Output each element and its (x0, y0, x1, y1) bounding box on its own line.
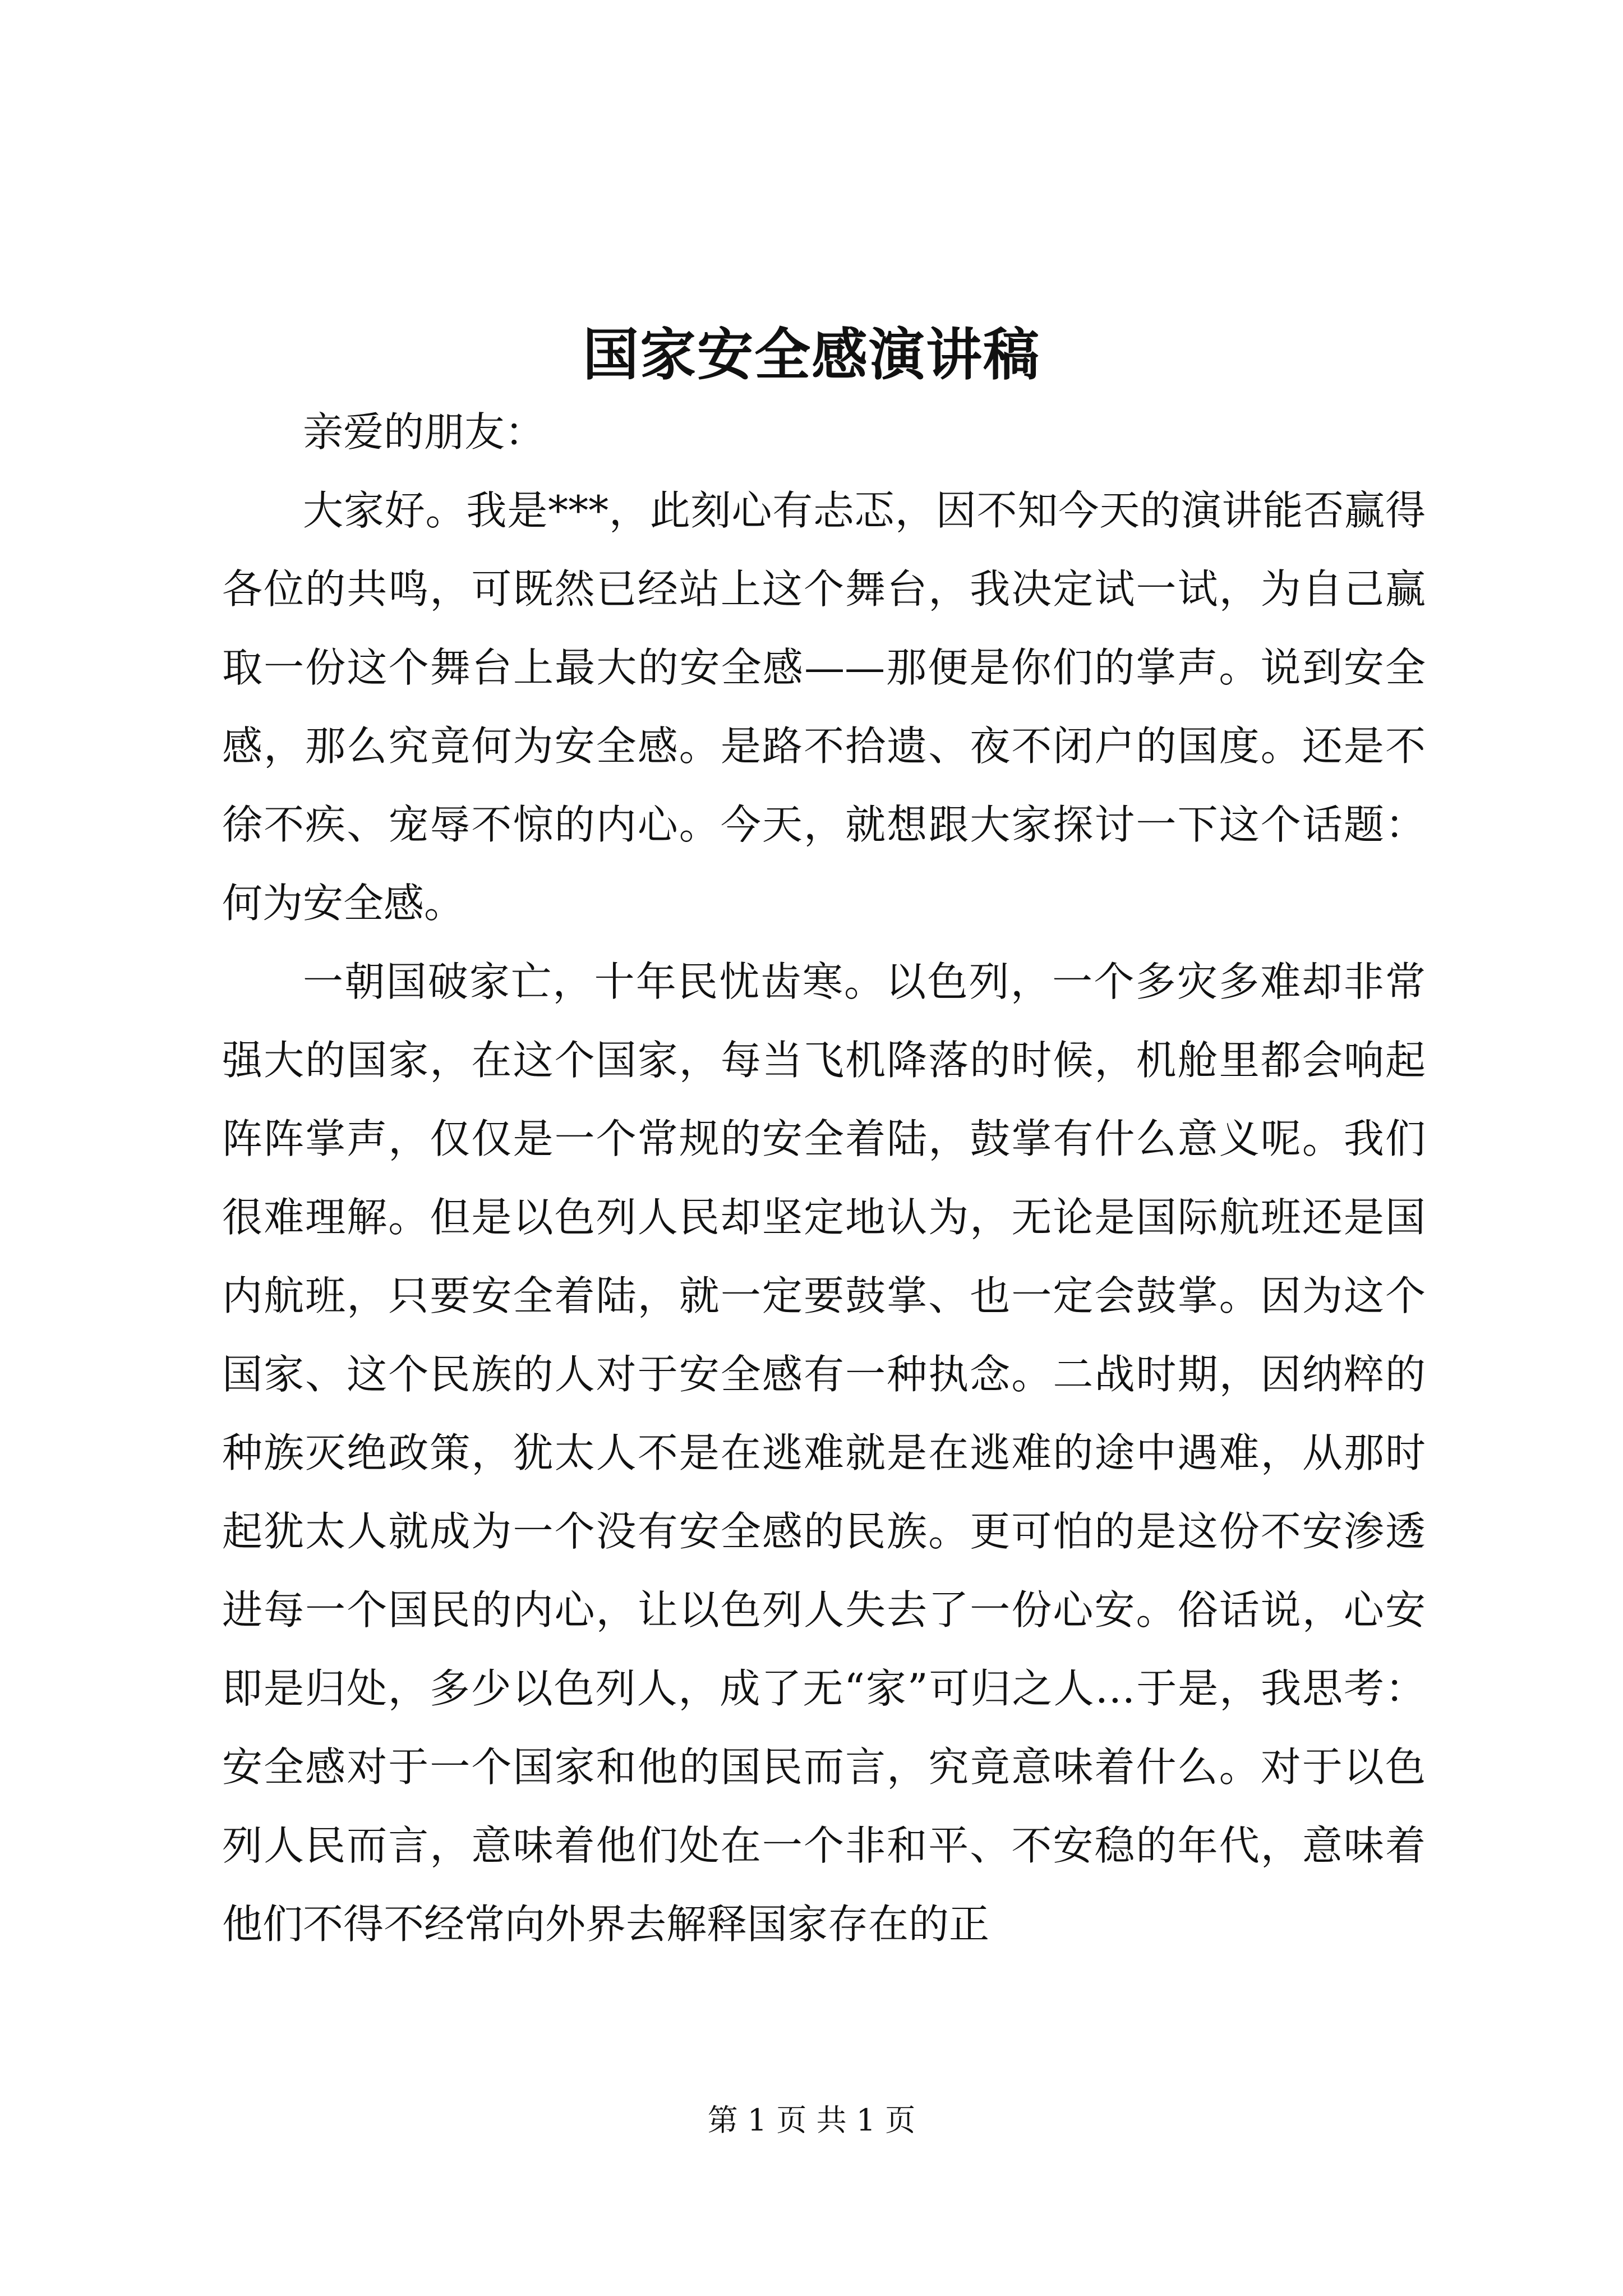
document-body (222, 393, 1426, 1963)
page-footer: 第 1 页 共 1 页 (707, 2102, 916, 2138)
salutation-paragraph: 亲爱的朋友： (303, 408, 546, 455)
body-paragraph: 一朝国破家亡，十年民忧齿寒。以色列，一个多灾多难却非常强大的国家，在这个国家，每当飞机降落的时候，机舱里都会响起阵阵掌声，仅仅是一个常规的安全着陆，鼓掌有什么意义呢。我们很难理解。但是以色列人民却坚定地认为，无论是国际航班还是国内航班，只要安全着陆，就一定要鼓掌、也一定会鼓掌。因为这个国家、这个民族的人对于安全感有一种执念。二战时期，因纳粹的种族灭绝政策，犹太人不是在逃难就是在逃难的途中遇难，从那时起犹太人就成为一个没有安全感的民族。更可怕的是这份不安渗透进每一个国民的内心，让以色列人失去了一份心安。俗话说，心安即是归处，多少以色列人，成了无“家”可归之人…于是，我思考：安全感对于一个国家和他的国民而言，究竟意味着什么。对于以色列人民而言，意味着他们处在一个非和平、不安稳的年代，意味着他们不得不经常向外界去解释国家存在的正 (222, 958, 1426, 1948)
body-paragraph: 大家好。我是***，此刻心有忐忑，因不知今天的演讲能否赢得各位的共鸣，可既然已经站上这个舞台，我决定试一试，为自己赢取一份这个舞台上最大的安全感——那便是你们的掌声。说到安全感，那么究竟何为安全感。是路不拾遗、夜不闭户的国度。还是不徐不疾、宠辱不惊的内心。今天，就想跟大家探讨一下这个话题：何为安全感。 (222, 487, 1426, 927)
document-title: 国家安全感演讲稿 (583, 321, 1040, 388)
